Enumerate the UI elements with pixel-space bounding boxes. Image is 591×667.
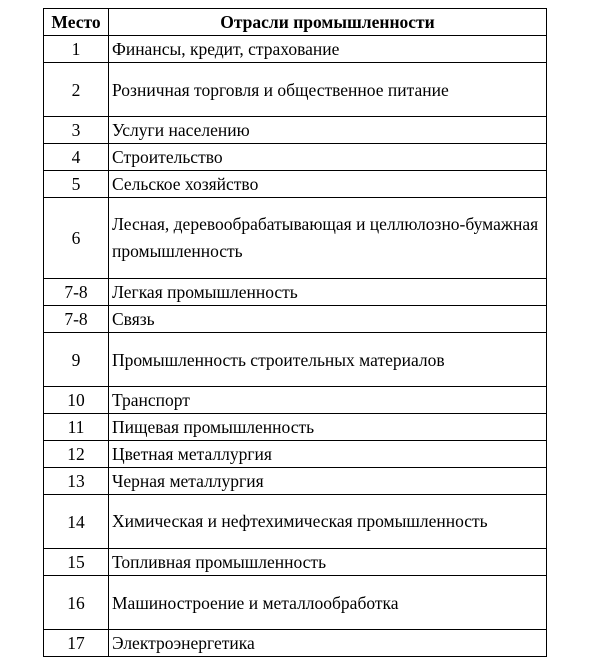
column-header-industry: Отрасли промышленности [109,9,547,36]
industry-cell: Легкая промышленность [109,279,547,306]
table-row [44,63,547,117]
rank-cell: 14 [44,495,109,549]
table-row [44,468,547,495]
industry-cell: Машиностроение и металлообработка [109,576,547,630]
industry-cell: Лесная, деревообрабатывающая и целлюлозно-бумажная промышленность [109,198,547,279]
industry-cell: Химическая и нефтехимическая промышленность [109,495,547,549]
rank-cell: 15 [44,549,109,576]
rank-cell: 13 [44,468,109,495]
industry-cell: Электроэнергетика [109,630,547,657]
table-row [44,414,547,441]
rank-cell: 5 [44,171,109,198]
rank-cell: 7-8 [44,306,109,333]
rank-cell: 11 [44,414,109,441]
table-row [44,630,547,657]
industry-cell: Связь [109,306,547,333]
rank-cell: 2 [44,63,109,117]
rank-cell: 6 [44,198,109,279]
rank-cell: 7-8 [44,279,109,306]
industry-cell: Услуги населению [109,117,547,144]
rank-cell: 4 [44,144,109,171]
industry-cell: Розничная торговля и общественное питание [109,63,547,117]
table-row [44,198,547,279]
table-row [44,333,547,387]
rank-cell: 12 [44,441,109,468]
rank-cell: 3 [44,117,109,144]
rank-cell: 16 [44,576,109,630]
rank-cell: 10 [44,387,109,414]
industry-cell: Транспорт [109,387,547,414]
table-row [44,171,547,198]
table-row [44,117,547,144]
industry-cell: Сельское хозяйство [109,171,547,198]
industry-ranking-table [43,8,547,657]
rank-cell: 1 [44,36,109,63]
industry-cell: Топливная промышленность [109,549,547,576]
table-row [44,144,547,171]
table-row [44,549,547,576]
column-header-rank: Место [44,9,109,36]
industry-cell: Цветная металлургия [109,441,547,468]
industry-cell: Финансы, кредит, страхование [109,36,547,63]
rank-cell: 9 [44,333,109,387]
rank-cell: 17 [44,630,109,657]
table-row [44,306,547,333]
table-row [44,441,547,468]
industry-cell: Пищевая промышленность [109,414,547,441]
industry-cell: Строительство [109,144,547,171]
industry-cell: Черная металлургия [109,468,547,495]
table-row [44,387,547,414]
industry-cell: Промышленность строительных материалов [109,333,547,387]
table-row [44,576,547,630]
table-row [44,495,547,549]
table-row [44,36,547,63]
table-row [44,279,547,306]
table-header-row [44,9,547,36]
